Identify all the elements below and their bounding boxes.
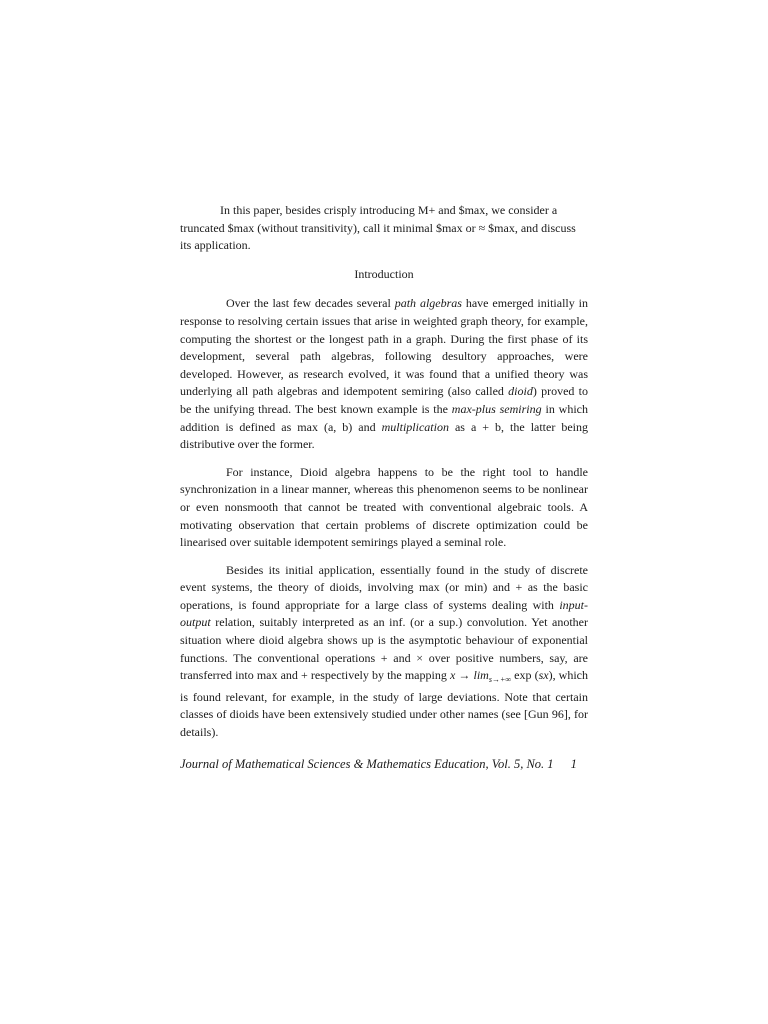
p1-text-d: in which addition is defined as max (a, b) and: [180, 401, 588, 434]
p3-math-mapping: x → lim: [449, 668, 489, 683]
page-footer: [180, 757, 588, 772]
paragraph-applications: [180, 562, 588, 742]
p3-math-subscript: s→+∞: [488, 675, 512, 685]
p1-text-e: as a + b, the latter being distributive over the former.: [180, 419, 588, 452]
p3-em-input-output: input-output: [180, 597, 588, 630]
p1-em-path-algebras: path algebras: [394, 296, 462, 311]
p3-math-exp: exp (: [511, 668, 539, 683]
paragraph-dioid-algebra: For instance, Dioid algebra happens to be the right tool to handle synchronization in a linear manner, whereas this phenomenon seems to be nonlinear or even nonsmooth that cannot be treated with conventional algebraic tools. A motivating observation that certain problems of discrete optimization could be linearised over suitable idempotent semirings played a seminal role.: [180, 464, 588, 550]
p1-em-max-plus: max-plus semiring: [451, 401, 542, 416]
p3-text-c: ), which is found relevant, for example, in the study of large deviations. Note that certain classes of dioids have been extensively studied under other names (see [Gun 96], for details).: [180, 668, 589, 740]
p1-text-b: have emerged initially in response to resolving certain issues that arise in weighted graph theory, for example, computing the shortest or the longest path in a graph. During the first phase of its development, several path algebras, following desultory approaches, were developed. However, as research evolved, it was found that a unified theory was underlying all path algebras and idempotent semiring (also called: [180, 296, 588, 399]
paragraph-path-algebras: [180, 295, 588, 453]
p1-text-c: ) proved to be the unifying thread. The best known example is the: [180, 384, 588, 416]
journal-citation: Journal of Mathematical Sciences & Mathematics Education, Vol. 5, No. 1: [180, 757, 554, 771]
p1-text-a: Over the last few decades several: [226, 296, 395, 311]
p3-text-b: relation, suitably interpreted as an inf. (or a sup.) convolution. Yet another situation where dioid algebra shows up is the asymptotic behaviour of exponential functions. The conventional operations + and × over positive numbers, say, are transferred into max and + respectively by the mapping: [180, 615, 588, 683]
section-heading: Introduction: [354, 266, 414, 281]
intro-paragraph: In this paper, besides crisply introducing M+ and $max, we consider a truncated $max (without transitivity), call it minimal $max or ≈ $max, and discuss its application.: [180, 203, 576, 253]
page-number: 1: [570, 757, 577, 771]
p3-text-a: Besides its initial application, essentially found in the study of discrete event systems, the theory of dioids, involving max (or min) and + as the basic operations, is found appropriate for a large class of systems dealing with: [180, 562, 588, 612]
p3-math-sx: sx: [538, 668, 549, 683]
p1-em-dioid: dioid: [508, 384, 533, 399]
p1-em-multiplication: multiplication: [381, 419, 449, 434]
page-body: [180, 202, 588, 742]
